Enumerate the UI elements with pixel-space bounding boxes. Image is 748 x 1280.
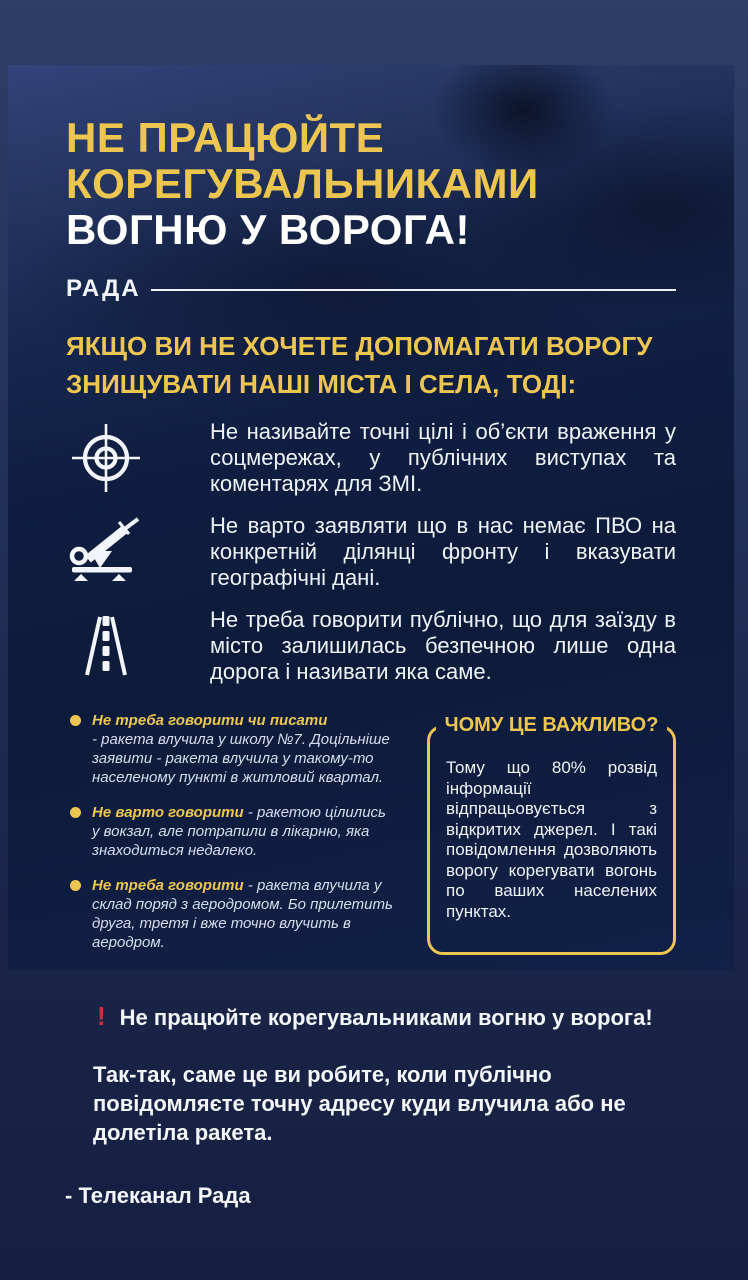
example-text [92, 876, 397, 952]
why-important-box [427, 714, 676, 955]
anti-air-gun-icon [66, 513, 146, 583]
bullet-dot-icon [70, 715, 81, 726]
bullet-dot-icon [70, 807, 81, 818]
example-lead: Не треба говорити [92, 877, 244, 894]
caption-signature: - Телеканал Рада [65, 1183, 251, 1208]
example-body: - ракетою цілились у вокзал, але потрапили в лікарню, яка знаходиться недалеко. [92, 804, 386, 859]
rules-list [66, 419, 676, 685]
examples-section [66, 711, 676, 968]
rule-text: Не треба говорити публічно, що для заїзду в місто залишилась безпечною лише одна дорога і називати яка саме. [210, 607, 676, 684]
brand-row [66, 275, 676, 303]
why-important-text: Тому що 80% розвід інформації відпрацьовується з відкритих джерел. І такі повідомлення дозволяють ворогу корегувати вогонь по ваших населених пунктах. [446, 758, 657, 921]
poster-title-line1: НЕ ПРАЦЮЙТЕ [66, 114, 385, 161]
warning-exclamation-icon: ! [97, 1001, 106, 1031]
poster-title-line2: КОРЕГУВАЛЬНИКАМИ [66, 160, 539, 207]
rule-item-road [66, 607, 676, 685]
example-item [70, 711, 405, 787]
why-important-title: ЧОМУ ЦЕ ВАЖЛИВО? [436, 714, 668, 737]
road-icon [66, 607, 146, 679]
rule-text: Не називайте точні цілі і об’єкти враження у соцмережах, у публічних виступах та коментарях для ЗМІ. [210, 419, 676, 496]
chat-caption [0, 1002, 748, 1209]
poster-title-line3: ВОГНЮ У ВОРОГА! [66, 206, 470, 253]
poster-subtitle-line2: ЗНИЩУВАТИ НАШІ МІСТА І СЕЛА, ТОДІ: [66, 369, 577, 399]
example-body: - ракета влучила у склад поряд з аеродромом. Бо прилетить друга, третя і вже точно влучить в аеродром. [92, 877, 393, 951]
brand-rule-line [151, 289, 676, 291]
brand-logo: РАДА [66, 275, 141, 302]
bullet-dot-icon [70, 880, 81, 891]
caption-headline-text: Не працюйте корегувальниками вогню у ворога! [119, 1005, 653, 1030]
example-item [70, 803, 405, 860]
example-lead: Не варто говорити [92, 804, 244, 821]
psa-poster [8, 65, 734, 970]
poster-title [66, 115, 676, 253]
caption-headline [97, 1002, 693, 1032]
example-body: - ракета влучила у школу №7. Доцільніше заявити - ракета влучила у такому-то населеному пункті в житловий квартал. [92, 731, 390, 786]
example-item [70, 876, 405, 952]
example-text [92, 711, 397, 787]
examples-list [66, 711, 405, 968]
caption-body: Так-так, саме це ви робите, коли публічно повідомляєте точну адресу куди влучила або не долетіла ракета. [93, 1062, 626, 1145]
example-text [92, 803, 397, 860]
rule-text: Не варто заявляти що в нас немає ПВО на конкретній ділянці фронту і вказувати географічні дані. [210, 513, 676, 590]
poster-subtitle [66, 327, 676, 403]
rule-item-targets [66, 419, 676, 497]
rule-item-air-defense [66, 513, 676, 591]
crosshair-icon [66, 419, 146, 493]
poster-subtitle-line1: ЯКЩО ВИ НЕ ХОЧЕТЕ ДОПОМАГАТИ ВОРОГУ [66, 331, 653, 361]
example-lead: Не треба говорити чи писати [92, 712, 328, 729]
